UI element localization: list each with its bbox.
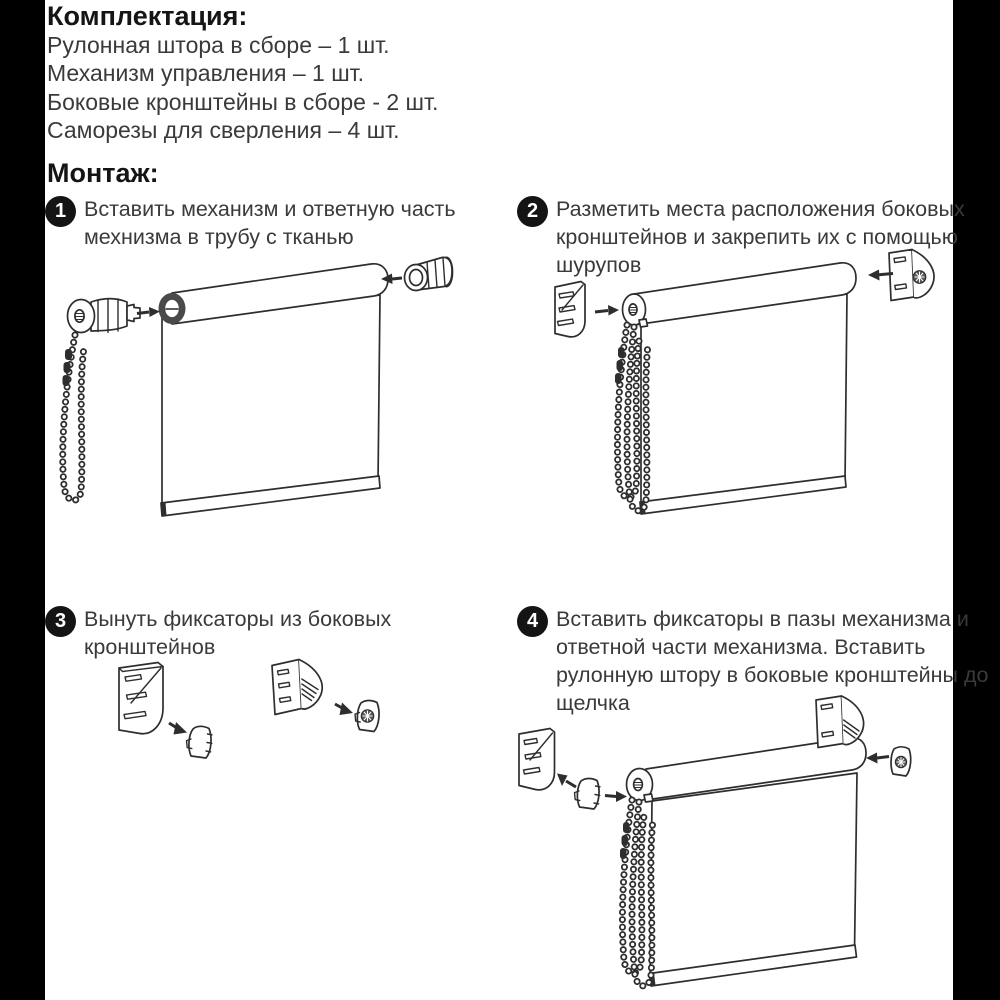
step-text: [84, 195, 456, 251]
side-bracket-icon: [272, 660, 322, 715]
step-number-badge: 4: [517, 606, 548, 637]
step-text-line: Вставить фиксаторы в пазы механизма и: [556, 607, 969, 631]
left-black-strip: [0, 0, 45, 1000]
roller-blind: [623, 263, 857, 514]
gear-fixator-icon: [891, 747, 911, 776]
step-text-line: кронштейнов и закрепить их с помощью: [556, 225, 958, 249]
step-text-line: рулонную штору в боковые кронштейны до: [556, 663, 989, 687]
fixator-icon: [187, 726, 213, 758]
kit-item: Саморезы для сверления – 4 шт.: [47, 117, 400, 144]
step-text-line: кронштейнов: [84, 635, 216, 659]
step2-illustration: [515, 247, 955, 552]
flat-bracket-icon: [119, 663, 163, 734]
step-number-badge: 2: [517, 196, 548, 227]
kit-item: Механизм управления – 1 шт.: [47, 60, 365, 87]
gear-fixator-icon: [355, 700, 379, 731]
step4-illustration: [505, 692, 955, 1000]
arrow-to-bracket-icon: [557, 774, 576, 788]
step-text-line: шурупов: [556, 253, 642, 277]
kit-item: Боковые кронштейны в сборе - 2 шт.: [47, 88, 439, 115]
step3-illustration: [95, 652, 465, 812]
step-text-line: Разметить места расположения боковых: [556, 197, 965, 221]
step-text-line: Вставить механизм и ответную часть: [84, 197, 456, 221]
step-number-badge: 3: [45, 606, 76, 637]
left-bracket-icon: [555, 282, 585, 337]
bead-chain-icon: [620, 800, 653, 986]
step-text-line: ответной части механизма. Вставить: [556, 635, 926, 659]
arrow-out-icon-2: [335, 703, 353, 716]
kit-title: Комплектация:: [47, 1, 248, 31]
step-text-line: мехнизма в трубу с тканью: [84, 225, 354, 249]
arrow-out-icon: [169, 722, 187, 735]
step1-illustration: [50, 252, 470, 552]
arrow-right-icon: [595, 305, 619, 316]
flat-bracket-icon: [519, 729, 555, 790]
fabric-panel: [641, 294, 847, 509]
arrow-to-tube-icon: [605, 791, 627, 802]
fixator-icon: [575, 778, 601, 809]
step-number-badge: 1: [45, 196, 76, 227]
bead-chain-icon: [63, 335, 85, 500]
end-plug-icon: [405, 257, 453, 290]
fabric-panel: [161, 295, 380, 516]
kit-list: [47, 31, 438, 145]
chain-control-icon: [68, 299, 141, 333]
roller-blind: [627, 738, 867, 986]
kit-item: Рулонная штора в сборе – 1 шт.: [47, 32, 390, 58]
right-bracket-icon: [889, 250, 934, 301]
step-text-line: щелчка: [556, 691, 630, 715]
right-black-strip: [953, 0, 1000, 1000]
montage-title: Монтаж:: [47, 158, 159, 188]
arrow-left-icon: [866, 753, 889, 764]
top-bracket-icon: [816, 696, 864, 748]
step-1: [45, 195, 456, 251]
step-text-line: Вынуть фиксаторы из боковых: [84, 607, 392, 631]
